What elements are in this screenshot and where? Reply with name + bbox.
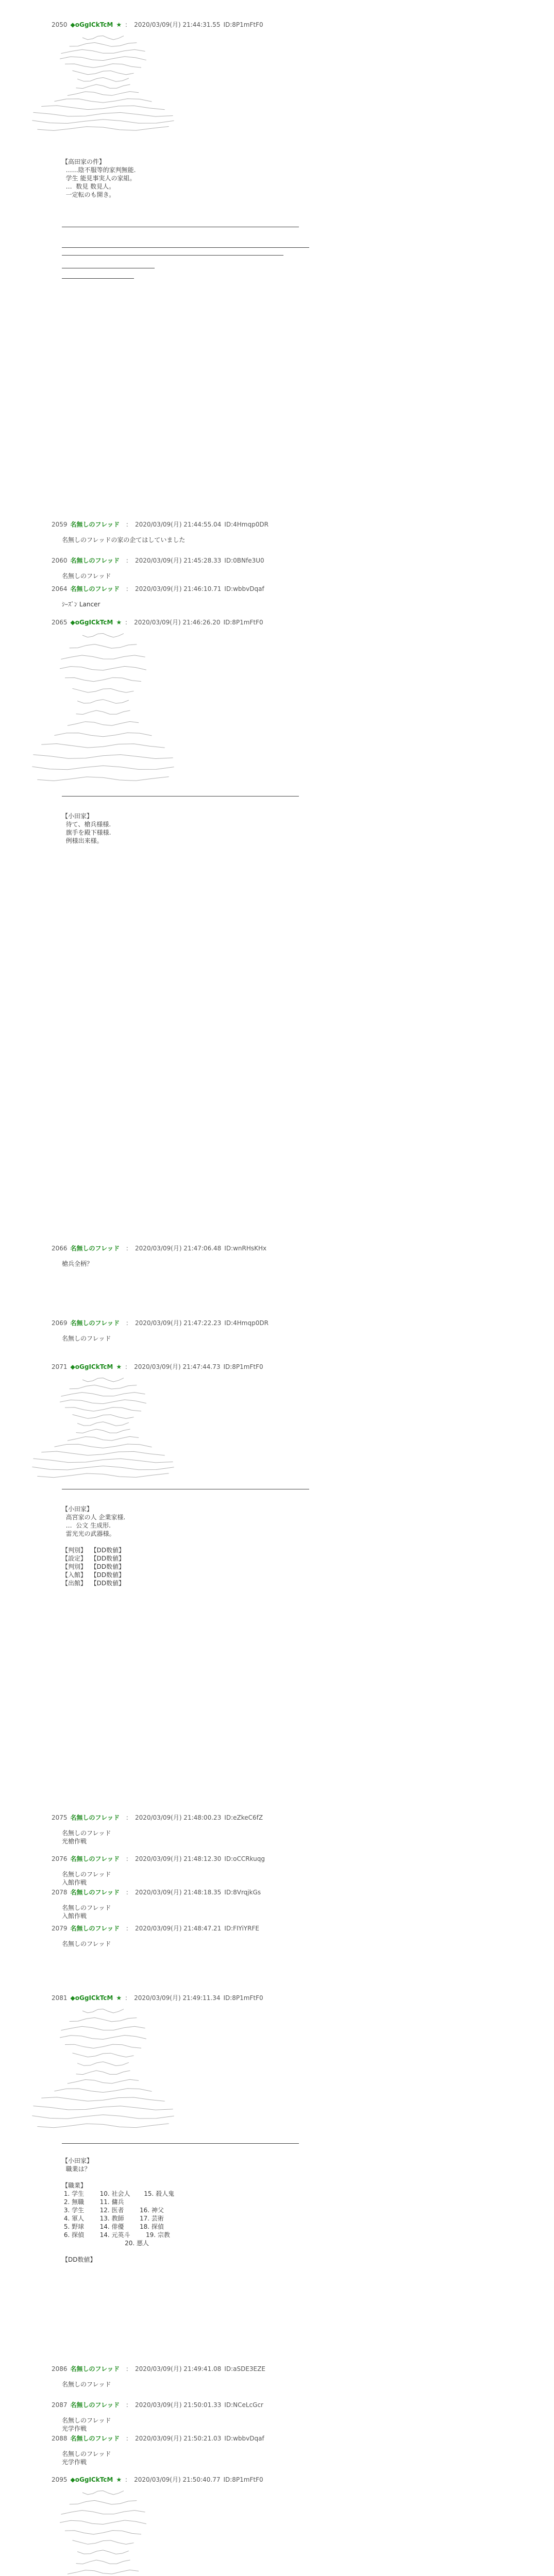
poster-name: 名無しのフレッド [70,1855,120,1862]
poster-name: 名無しのフレッド [70,1814,120,1821]
post-header [52,2401,505,2409]
post-body: 名無しのフレッド 光槍作戦 [62,1829,111,1845]
post-body: ｼｰｽﾞﾝ Lancer [62,601,100,608]
post-header [52,2365,505,2373]
post-number[interactable]: 2064 [52,585,68,592]
separator: ： [125,1245,132,1252]
post-body: 名無しのフレッド 入館作戦 [62,1871,111,1886]
poster-name: ◆oGgICkTcM [70,2476,113,2483]
post [52,1888,505,1920]
post-number[interactable]: 2081 [52,1994,68,2002]
divider-line [62,247,309,248]
poster-id[interactable]: ID:8P1mFtF0 [223,1994,263,2002]
post [52,21,505,199]
post-number[interactable]: 2059 [52,521,68,528]
poster-name: 名無しのフレッド [70,1889,120,1896]
poster-name: 名無しのフレッド [70,1319,120,1327]
post-header [52,1814,505,1822]
separator: ： [125,1319,132,1327]
post [52,1319,505,1343]
post-body: 名無しのフレッド 光学作戦 [62,2450,111,2466]
trip-star: ★ [116,619,122,626]
post-number[interactable]: 2066 [52,1245,68,1252]
post-header [52,1888,505,1896]
post [52,2401,505,2433]
poster-id[interactable]: ID:wbbvDqaf [224,2435,264,2442]
poster-id[interactable]: ID:FIYiYRFE [224,1925,259,1932]
trip-star: ★ [116,1994,122,2002]
poster-name: 名無しのフレッド [70,2365,120,2372]
post-header [52,2434,505,2443]
post-number[interactable]: 2087 [52,2401,68,2409]
poster-name: 名無しのフレッド [70,521,120,528]
post-header [52,556,505,565]
post-date: 2020/03/09(月) 21:47:44.73 [134,1363,221,1370]
poster-id[interactable]: ID:wnRHsKHx [224,1245,267,1252]
post-date: 2020/03/09(月) 21:48:18.35 [135,1889,222,1896]
post-number[interactable]: 2086 [52,2365,68,2372]
post-number[interactable]: 2071 [52,1363,68,1370]
post-date: 2020/03/09(月) 21:47:06.48 [135,1245,222,1252]
trip-star: ★ [116,1363,122,1370]
poster-name: 名無しのフレッド [70,1925,120,1932]
post [52,1994,505,2264]
post-body: 名無しのフレッド 入館作戦 [62,1904,111,1920]
separator: ： [125,1855,132,1862]
poster-name: 名無しのフレッド [70,2401,120,2409]
separator: ： [125,1889,132,1896]
post-header [52,1924,505,1933]
post-date: 2020/03/09(月) 21:48:12.30 [135,1855,222,1862]
post [52,1244,505,1268]
separator: ： [125,2401,132,2409]
poster-name: ◆oGgICkTcM [70,619,113,626]
post-body: 【高田家の件】 ……陰不服等的家判無能. 学生 能見事実人の家組。 … 数見 数見人。 一定転のも開き。 [62,158,136,198]
post-date: 2020/03/09(月) 21:48:47.21 [135,1925,222,1932]
post-body: 名無しのフレッド [62,2381,111,2388]
post-body: 槍兵全柄？ [62,1260,93,1267]
post-header [52,21,505,29]
poster-id[interactable]: ID:8VrqjkGs [224,1889,261,1896]
poster-id[interactable]: ID:8P1mFtF0 [223,2476,263,2483]
separator: ： [125,2435,132,2442]
post-body: 名無しのフレッドの家の企てはしていました [62,536,186,544]
poster-name: ◆oGgICkTcM [70,21,113,28]
post-number[interactable]: 2065 [52,619,68,626]
post-number[interactable]: 2076 [52,1855,68,1862]
post-date: 2020/03/09(月) 21:45:28.33 [135,557,222,564]
post-number[interactable]: 2075 [52,1814,68,1821]
post-date: 2020/03/09(月) 21:48:00.23 [135,1814,222,1821]
post-date: 2020/03/09(月) 21:50:01.33 [135,2401,222,2409]
trip-star: ★ [116,2476,122,2483]
post-body: 【小田家】 職業は？ 【職業】 1. 学生 10. 社会人 15. 殺人鬼 2. 無職 11. 傭兵 3. 学生 12. 医者 16. 神父 4. 軍人 13. 教師 17. 芸術 5. 野球 14. 俳優 18. 探偵 6. 探偵 14. 元英斗 19. 宗教 20. 悪人 【DD数値】 [62,2157,175,2263]
post [52,2434,505,2466]
post-header [52,1244,505,1252]
separator: ： [125,2476,131,2483]
post-header [52,1363,505,1371]
post-date: 2020/03/09(月) 21:49:41.08 [135,2365,222,2372]
separator: ： [125,557,132,564]
post-date: 2020/03/09(月) 21:47:22.23 [135,1319,222,1327]
divider-line [62,278,134,279]
poster-id[interactable]: ID:8P1mFtF0 [223,619,263,626]
post-number[interactable]: 2079 [52,1925,68,1932]
post [52,1924,505,1948]
poster-name: 名無しのフレッド [70,2435,120,2442]
post [52,618,505,845]
separator: ： [125,521,132,528]
post [52,1855,505,1887]
post-header [52,1855,505,1863]
poster-id[interactable]: ID:NCeLcGcr [224,2401,263,2409]
poster-id[interactable]: ID:eZkeC6fZ [224,1814,263,1821]
post-body: 【小田家】 待て、槍兵様様. 旗手を殿下様様. 例様出来様。 [62,812,111,844]
separator: ： [125,619,131,626]
separator: ： [125,1814,132,1821]
post-body: 名無しのフレッド 光学作戦 [62,2417,111,2432]
post-header [52,618,505,626]
post-date: 2020/03/09(月) 21:44:55.04 [135,521,222,528]
trip-star: ★ [116,21,122,28]
divider-line [62,255,283,256]
post-number[interactable]: 2060 [52,557,68,564]
post-body: 【小田家】 高宮家の人 企業家様. … 公文 生成形. 雷光光の武器様。 【判別】 【DD数値】 【設定】 【DD数値】 【判別】 【DD数値】 【入館】 【DD数値】 【出館】 【DD数値】 [62,1505,126,1587]
post [52,585,505,608]
separator: ： [125,1994,131,2002]
poster-name: 名無しのフレッド [70,585,120,592]
separator: ： [125,1363,131,1370]
separator: ： [125,1925,132,1932]
poster-name: ◆oGgICkTcM [70,1363,113,1370]
divider-line [62,2143,299,2144]
poster-id[interactable]: ID:0BNfe3U0 [224,557,264,564]
post-date: 2020/03/09(月) 21:50:21.03 [135,2435,222,2442]
post-body: 名無しのフレッド [62,572,111,580]
poster-name: 名無しのフレッド [70,557,120,564]
post-date: 2020/03/09(月) 21:50:40.77 [134,2476,221,2483]
post-number[interactable]: 2069 [52,1319,68,1327]
poster-name: ◆oGgICkTcM [70,1994,113,2002]
poster-id[interactable]: ID:8P1mFtF0 [223,21,263,28]
post [52,1363,505,1587]
post-number[interactable]: 2078 [52,1889,68,1896]
post-header [52,1319,505,1327]
post-date: 2020/03/09(月) 21:46:26.20 [134,619,221,626]
post [52,556,505,580]
post-header [52,520,505,529]
separator: ： [125,585,132,592]
post-date: 2020/03/09(月) 21:44:31.55 [134,21,221,28]
post [52,2476,505,2576]
separator: ： [125,2365,132,2372]
post [52,2365,505,2388]
poster-id[interactable]: ID:4Hmqp0DR [224,1319,268,1327]
poster-id[interactable]: ID:oCCRkuqg [224,1855,265,1862]
post-date: 2020/03/09(月) 21:49:11.34 [134,1994,221,2002]
post-number[interactable]: 2095 [52,2476,68,2483]
poster-id[interactable]: ID:8P1mFtF0 [223,1363,263,1370]
poster-name: 名無しのフレッド [70,1245,120,1252]
separator: ： [125,21,131,28]
post-header [52,1994,505,2002]
poster-id[interactable]: ID:wbbvDqaf [224,585,264,592]
post-body: 名無しのフレッド [62,1335,111,1342]
post-body: 名無しのフレッド [62,1940,111,1947]
poster-id[interactable]: ID:4Hmqp0DR [224,521,268,528]
post [52,520,505,544]
post-date: 2020/03/09(月) 21:46:10.71 [135,585,222,592]
post-header [52,585,505,593]
post-header [52,2476,505,2484]
post [52,1814,505,1845]
poster-id[interactable]: ID:aSDE3EZE [224,2365,265,2372]
post-number[interactable]: 2050 [52,21,68,28]
post-number[interactable]: 2088 [52,2435,68,2442]
